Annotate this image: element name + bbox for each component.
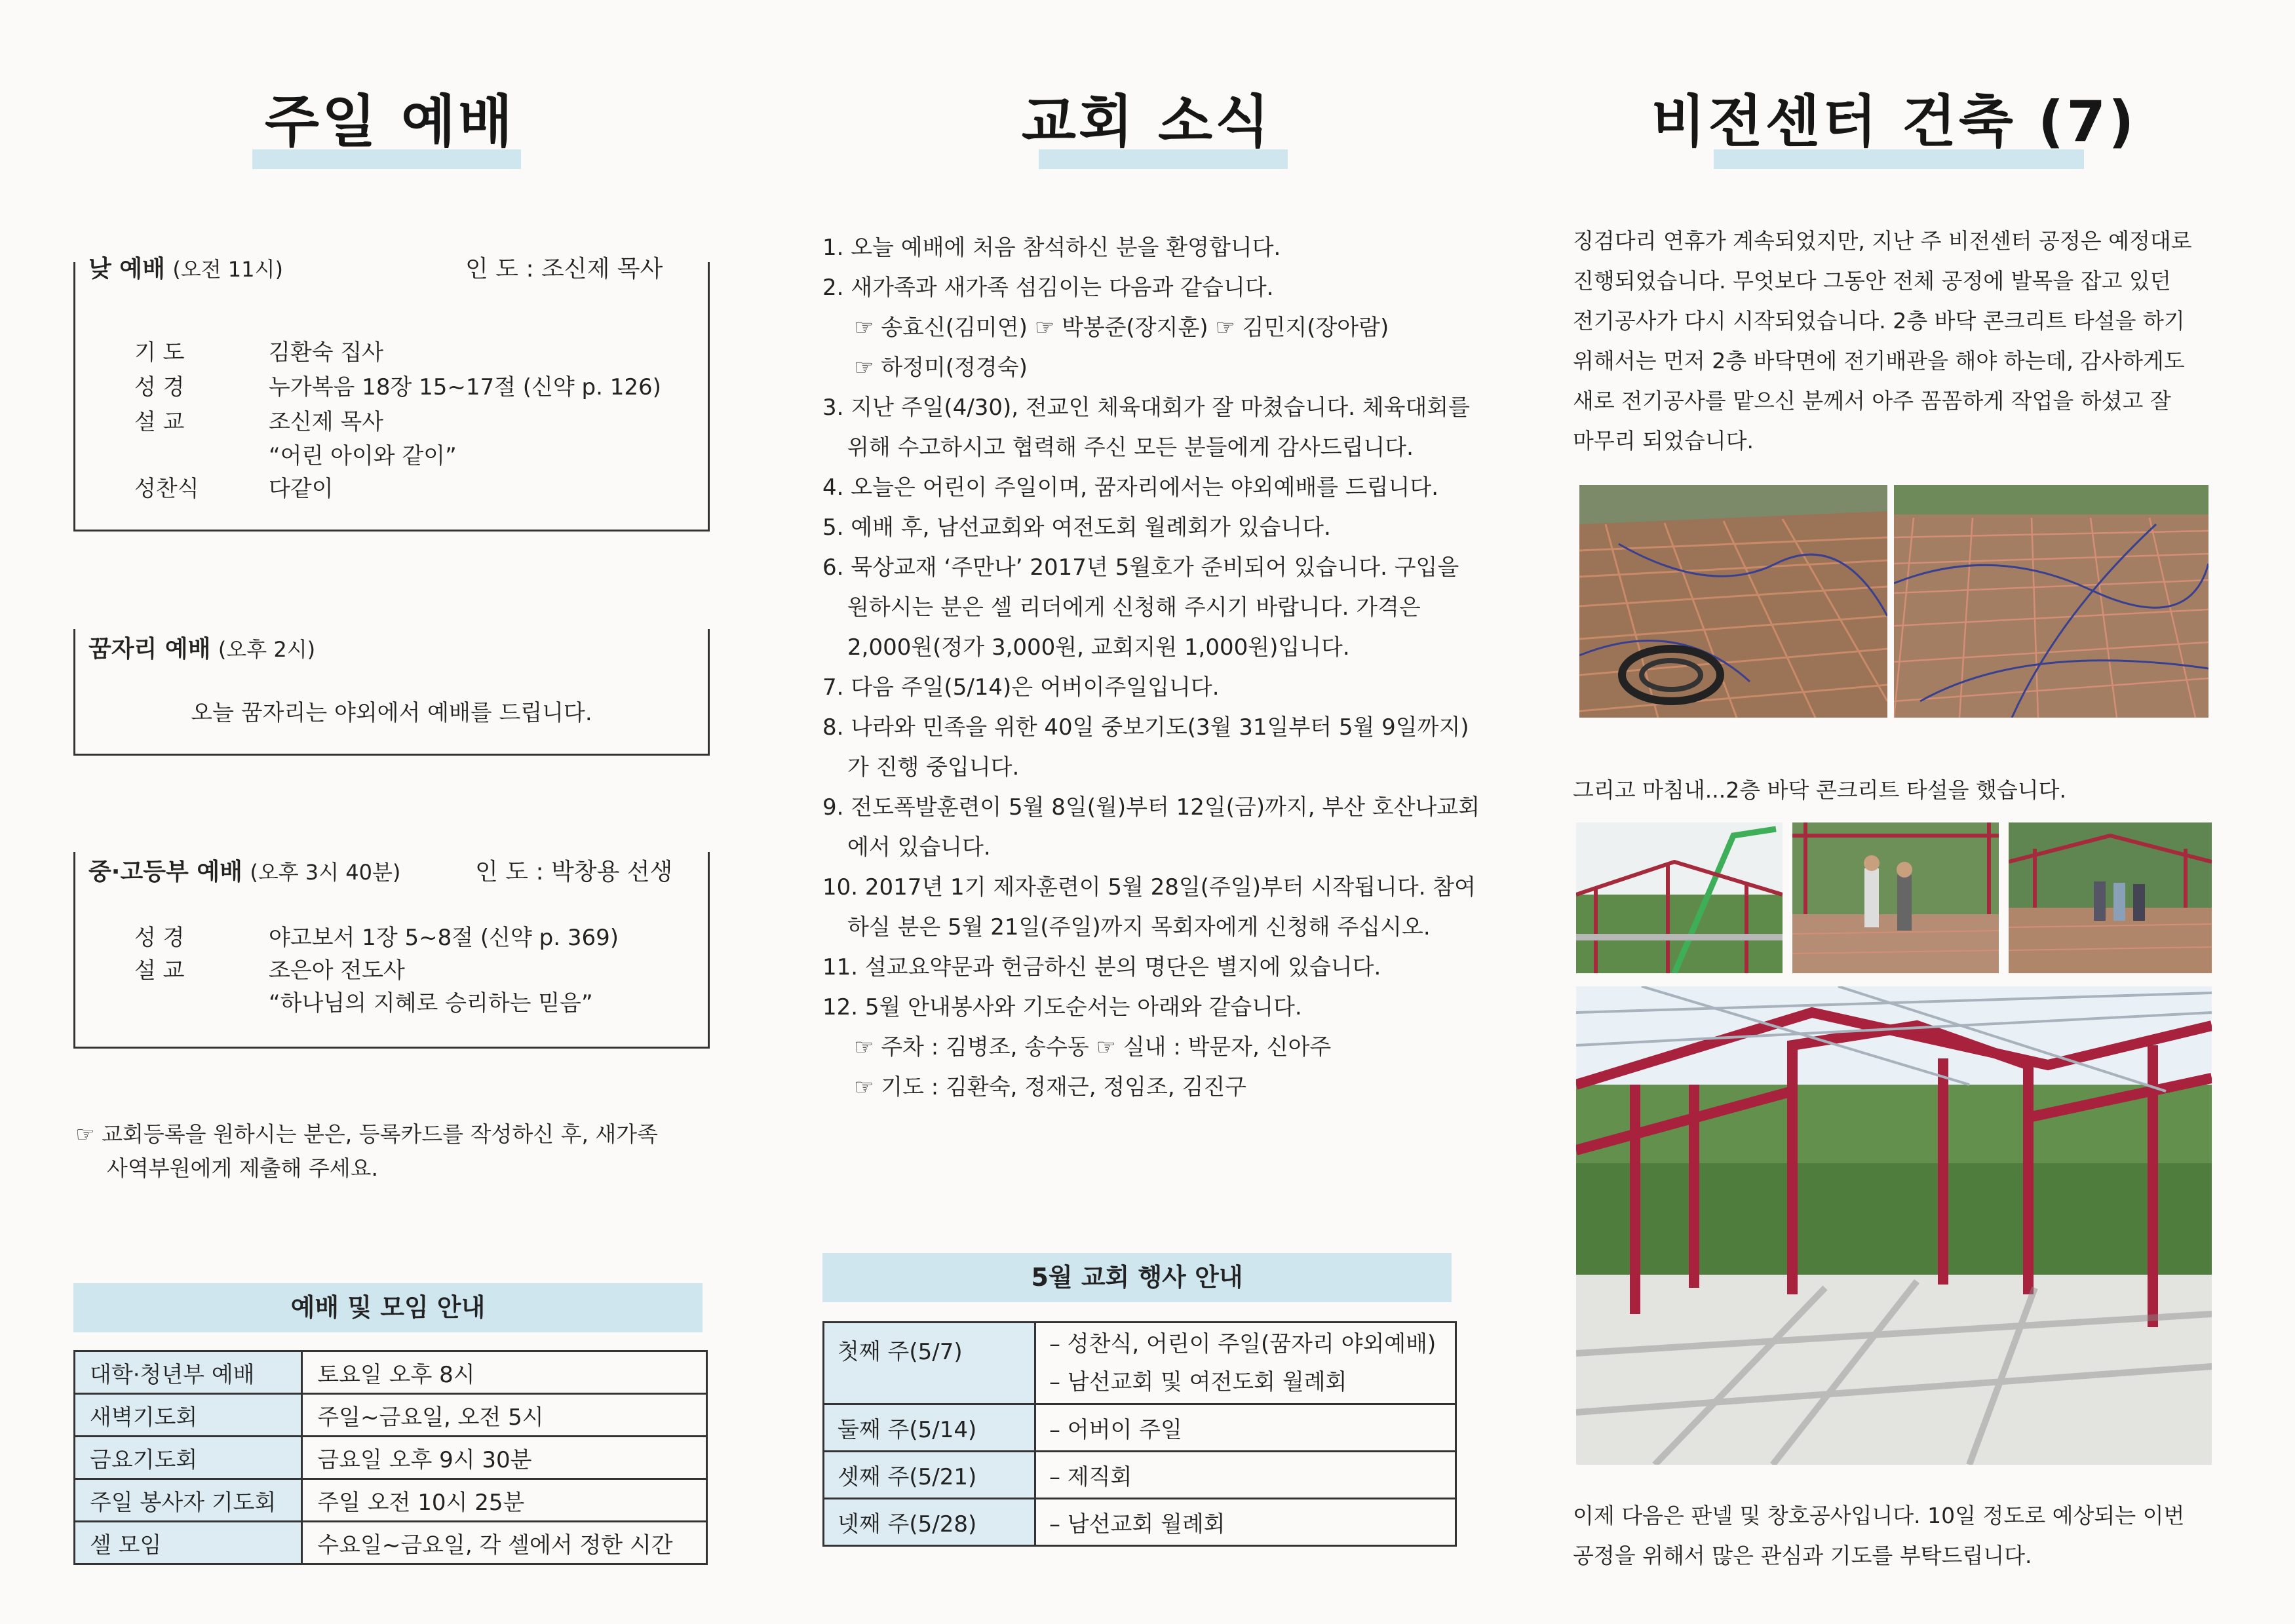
workers-photo [2009,822,2212,973]
pump-truck-photo [1576,822,1783,973]
youth-service-leader: 인 도 : 박창용 선생 [475,859,673,885]
worship-column [66,0,714,1624]
news-list: 1. 오늘 예배에 처음 참석하신 분을 환영합니다. 2. 새가족과 새가족 섬김이는 다음과 같습니다. ☞ 송효신(김미연) ☞ 박봉준(장지훈) ☞ 김민지(장아람) ☞ 하정미(정경숙) 3. 지난 주일(4/30), 전교인 체육대회가 잘 마쳤습니다. 체육대회를 위해 수고하시고 협력해 주신 모든 분들에게 감사드립니다. 4. 오늘은 어린이 주일이며, 꿈자리에서는 야외예배를 드립니다. 5. 예배 후, 남선교회와 여전도회 월례회가 있습니다. 6. 묵상교재 ‘주만나’ 2017년 5월호가 준비되어 있습니다. 구입을 원하시는 분은 셀 리더에게 신청해 주시기 바랍니다. 가격은 2,000원(정가 3,000원, 교회지원 1,000원)입니다. 7. 다음 주일(5/14)은 어버이주일입니다. 8. 나라와 민족을 위한 40일 중보기도(3월 31일부터 5월 9일까지) 가 진행 중입니다. 9. 전도폭발훈련이 5월 8일(월)부터 12일(금)까지, 부산 호산나교회 에서 있습니다. 10. 2017년 1기 제자훈련이 5월 28일(주일)부터 시작됩니다. 참여 하실 분은 5월 21일(주일)까지 목회자에게 신청해 주십시오. 11. 설교요약문과 헌금하신 분의 명단은 별지에 있습니다. 12. 5월 안내봉사와 기도순서는 아래와 같습니다. ☞ 주차 : 김병조, 송수동 ☞ 실내 : 박문자, 신아주 ☞ 기도 : 김환숙, 정재근, 정임조, 김진구 [822,235,1480,1100]
table-row: 넷째 주(5/28) – 남선교회 월례회 [824,1499,1456,1546]
events-table [822,1321,1457,1547]
photo-caption: 그리고 마침내...2층 바닥 콘크리트 타설을 했습니다. [1573,777,2066,803]
guide-table-title: 예배 및 모임 안내 [73,1283,703,1332]
construction-column [1566,0,2222,1624]
news-column [816,0,1478,1624]
table-row: 셀 모임 수요일~금요일, 각 셀에서 정한 시간 [75,1522,707,1564]
registration-note: ☞ 교회등록을 원하시는 분은, 등록카드를 작성하신 후, 새가족 사역부원에게 제출해 주세요. [75,1121,659,1181]
dream-service-text: 오늘 꿈자리는 야외에서 예배를 드립니다. [191,700,592,726]
day-service-box: 낮 예배 (오전 11시) 인 도 : 조신제 목사 기 도 김환숙 집사 성 경 누가복음 18장 15~17절 (신약 p. 126) 설 교 조신제 목사 “어린 아이와 같이” 성찬식 다같이 [73,262,710,532]
pouring-photo [1792,822,1999,973]
rebar-photo-1 [1579,485,1887,718]
worship-section-title [66,85,714,177]
worship-title: 주일 예배 [264,89,516,155]
construction-title: 비전센터 건축 (7) [1651,89,2137,155]
construction-intro: 징검다리 연휴가 계속되었지만, 지난 주 비전센터 공정은 예정대로 진행되었습니다. 무엇보다 그동안 전체 공정에 발목을 잡고 있던 전기공사가 다시 시작되었습니다. 2층 바닥 콘크리트 타설을 하기 위해서는 먼저 2층 바닥면에 전기배관을 해야 하는데, 감사하게도 새로 전기공사를 맡으신 분께서 아주 꼼꼼하게 작업을 하셨고 잘 마무리 되었습니다. [1573,228,2192,454]
table-row: 대학·청년부 예배 토요일 오후 8시 [75,1351,707,1394]
steel-frame-photo [1576,986,2212,1465]
dream-service-heading: 꿈자리 예배 (오후 2시) [88,636,316,663]
youth-service-heading: 중·고등부 예배 (오후 3시 40분) [88,859,401,885]
guide-table [73,1350,708,1565]
youth-service-box: 중·고등부 예배 (오후 3시 40분) 인 도 : 박창용 선생 성 경 야고보서 1장 5~8절 (신약 p. 369) 설 교 조은아 전도사 “하나님의 지혜로 승리하는 믿음” [73,852,710,1049]
news-title: 교회 소식 [1021,89,1273,155]
construction-outro: 이제 다음은 판넬 및 창호공사입니다. 10일 정도로 예상되는 이번 공정을 위해서 많은 관심과 기도를 부탁드립니다. [1573,1503,2185,1568]
table-row: 둘째 주(5/14) – 어버이 주일 [824,1404,1456,1452]
table-row: 금요기도회 금요일 오후 9시 30분 [75,1437,707,1479]
news-section-title [816,85,1478,177]
table-row: 주일 봉사자 기도회 주일 오전 10시 25분 [75,1479,707,1522]
dream-service-box [73,629,710,756]
day-service-heading: 낮 예배 (오전 11시) [88,256,283,282]
rebar-photo-2 [1894,485,2208,718]
construction-section-title [1566,85,2222,177]
events-table-title: 5월 교회 행사 안내 [822,1253,1452,1302]
table-row: 새벽기도회 주일~금요일, 오전 5시 [75,1394,707,1437]
table-row: 첫째 주(5/7) – 성찬식, 어린이 주일(꿈자리 야외예배) – 남선교회 및 여전도회 월례회 [824,1323,1456,1404]
table-row: 셋째 주(5/21) – 제직회 [824,1452,1456,1499]
day-service-leader: 인 도 : 조신제 목사 [465,256,663,282]
